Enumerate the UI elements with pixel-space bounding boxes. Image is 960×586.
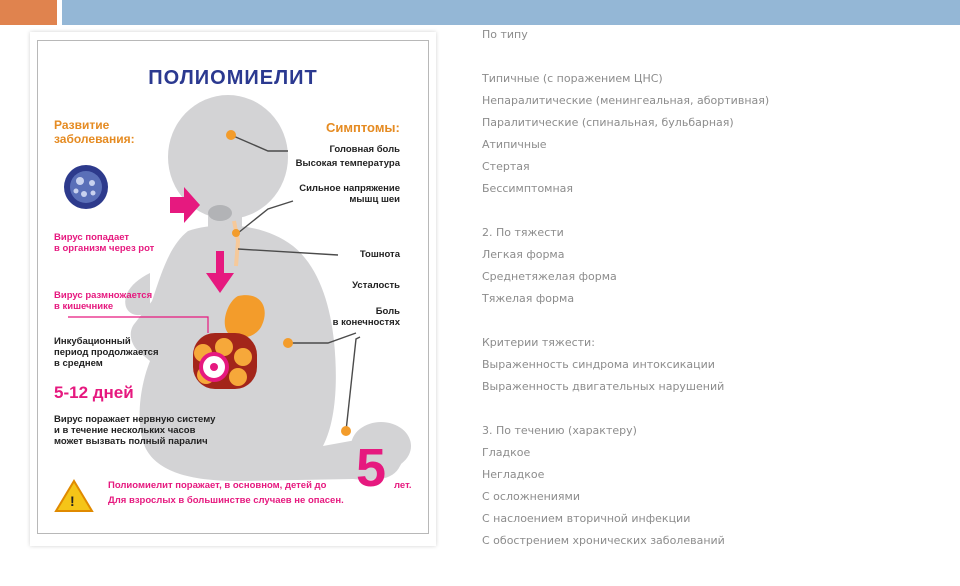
list-item: Критерии тяжести:	[482, 336, 595, 349]
list-item: С наслоением вторичной инфекции	[482, 512, 691, 525]
symptom-nausea: Тошнота	[359, 249, 400, 260]
list-item: По типу	[482, 28, 528, 41]
warning-exclamation-icon: !	[70, 493, 75, 509]
symptom-fatigue: Усталость	[352, 280, 400, 291]
stage-incubation: Инкубационный период продолжается в среднем	[54, 336, 159, 369]
list-item: Среднетяжелая форма	[482, 270, 617, 283]
intestines	[193, 333, 257, 389]
warning-years: лет.	[394, 480, 412, 491]
list-item: Негладкое	[482, 468, 545, 481]
list-item: С обострением хронических заболеваний	[482, 534, 725, 547]
list-item: Непаралитические (менингеальная, абортивная)	[482, 94, 770, 107]
warning-age: 5	[356, 438, 387, 498]
header-accent-blue	[62, 0, 960, 25]
list-item: Выраженность двигательных нарушений	[482, 380, 725, 393]
list-item: Тяжелая форма	[482, 292, 575, 305]
list-item: Паралитические (спинальная, бульбарная)	[482, 116, 734, 129]
stage-nervous-system: Вирус поражает нервную систему и в течение нескольких часов может вызвать полный паралич	[54, 414, 216, 447]
symptoms-label: Симптомы:	[326, 120, 400, 135]
symptom-fever: Высокая температура	[295, 158, 400, 169]
symptom-neck: Сильное напряжение мышц шеи	[299, 183, 400, 205]
poster-title: ПОЛИОМИЕЛИТ	[148, 67, 318, 89]
header-accent-orange	[0, 0, 57, 25]
warning-line-1: Полиомиелит поражает, в основном, детей до	[108, 480, 327, 491]
virus-icon	[64, 165, 108, 209]
list-item: Гладкое	[482, 446, 531, 459]
development-label: Развитие заболевания:	[54, 118, 135, 146]
polio-poster	[37, 40, 429, 534]
symptom-headache: Головная боль	[329, 144, 400, 155]
list-item: 2. По тяжести	[482, 226, 564, 239]
stage-virus-multiplies: Вирус размножается в кишечнике	[54, 290, 153, 312]
warning-line-2: Для взрослых в большинстве случаев не опасен.	[108, 495, 344, 506]
list-item: Выраженность синдрома интоксикации	[482, 358, 715, 371]
incubation-days: 5-12 дней	[54, 383, 134, 402]
stage-virus-enters: Вирус попадает в организм через рот	[54, 232, 155, 254]
list-item: Легкая форма	[482, 248, 565, 261]
list-item: Типичные (с поражением ЦНС)	[482, 72, 663, 85]
list-item: Атипичные	[482, 138, 547, 151]
list-item: С осложнениями	[482, 490, 580, 503]
list-item: Бессимптомная	[482, 182, 574, 195]
list-item: 3. По течению (характеру)	[482, 424, 637, 437]
mouth-mark	[208, 205, 232, 221]
list-item: Стертая	[482, 160, 530, 173]
symptom-limb-pain: Боль в конечностях	[332, 306, 400, 328]
